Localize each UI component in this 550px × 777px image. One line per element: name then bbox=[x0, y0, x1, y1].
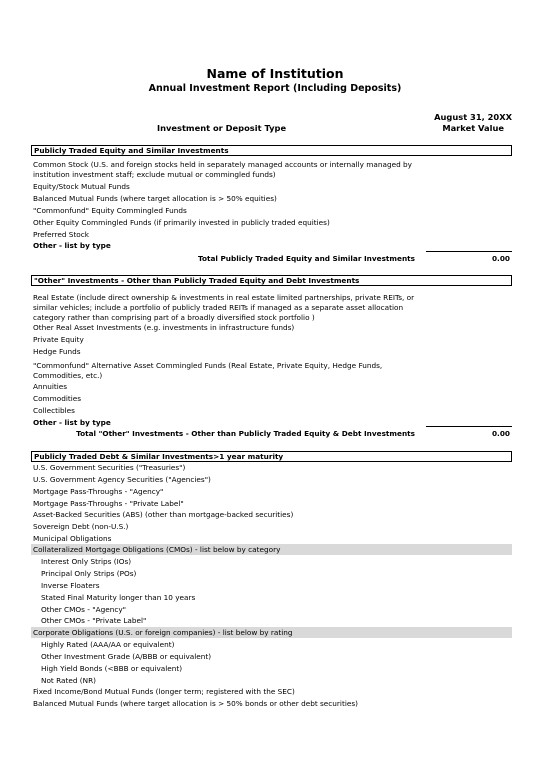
list-item: Mortgage Pass-Throughs - "Agency" bbox=[33, 487, 164, 496]
list-item: Other - list by type bbox=[33, 418, 111, 427]
list-item: Real Estate (include direct ownership & investments in real estate limited partnerships, private REITs, or similar vehicles; include a portfolio of publicly traded REITs if managed as a separate asset allocation category rather than comprising part of a broadly diversified stock portfolio ) bbox=[33, 293, 415, 322]
list-item: Other CMOs - "Agency" bbox=[41, 605, 127, 614]
list-item: Commodities bbox=[33, 394, 82, 403]
list-item: Balanced Mutual Funds (where target allocation is > 50% equities) bbox=[33, 194, 277, 203]
report-subtitle: Annual Investment Report (Including Deposits) bbox=[148, 83, 402, 94]
list-item: "Commonfund" Alternative Asset Commingled Funds (Real Estate, Private Equity, Hedge Funds, Commodities, etc.) bbox=[33, 361, 383, 380]
list-item: Highly Rated (AAA/AA or equivalent) bbox=[41, 640, 175, 649]
section-title: Publicly Traded Debt & Similar Investments>1 year maturity bbox=[34, 452, 284, 461]
section-header-public-equity bbox=[31, 145, 512, 156]
list-item: Other - list by type bbox=[33, 241, 111, 250]
section-header-public-debt bbox=[31, 451, 512, 462]
list-item: Asset-Backed Securities (ABS) (other than mortgage-backed securities) bbox=[33, 510, 294, 519]
list-item: Hedge Funds bbox=[33, 347, 81, 356]
list-item: Annuities bbox=[33, 382, 68, 391]
list-item: Not Rated (NR) bbox=[41, 676, 97, 685]
list-item: Other Investment Grade (A/BBB or equivalent) bbox=[41, 652, 212, 661]
section-title: "Other" Investments - Other than Publicly Traded Equity and Debt Investments bbox=[34, 276, 360, 285]
column-header-market-value: Market Value bbox=[442, 123, 504, 133]
list-item: Inverse Floaters bbox=[41, 581, 100, 590]
list-item: Sovereign Debt (non-U.S.) bbox=[33, 522, 129, 531]
list-item: U.S. Government Securities ("Treasuries") bbox=[33, 463, 186, 472]
section-title: Publicly Traded Equity and Similar Investments bbox=[34, 146, 229, 155]
list-item: Common Stock (U.S. and foreign stocks held in separately managed accounts or internally managed by institution investment staff; exclude mutual or commingled funds) bbox=[33, 160, 413, 179]
list-item: Mortgage Pass-Throughs - "Private Label" bbox=[33, 499, 184, 508]
section-header-other-investments bbox=[31, 275, 512, 286]
institution-name: Name of Institution bbox=[206, 66, 344, 81]
category-header: Corporate Obligations (U.S. or foreign companies) - list below by rating bbox=[33, 628, 293, 637]
list-item: Other Real Asset Investments (e.g. investments in infrastructure funds) bbox=[33, 323, 295, 332]
list-item: Preferred Stock bbox=[33, 230, 90, 239]
list-item: Equity/Stock Mutual Funds bbox=[33, 182, 130, 191]
list-item: Municipal Obligations bbox=[33, 534, 112, 543]
list-item: High Yield Bonds (<BBB or equivalent) bbox=[41, 664, 183, 673]
total-label: Total "Other" Investments - Other than Publicly Traded Equity & Debt Investments bbox=[76, 429, 415, 438]
date-header: August 31, 20XX bbox=[434, 112, 512, 122]
list-item: Other CMOs - "Private Label" bbox=[41, 616, 147, 625]
list-item: "Commonfund" Equity Commingled Funds bbox=[33, 206, 187, 215]
column-header-type: Investment or Deposit Type bbox=[157, 123, 287, 133]
total-label: Total Publicly Traded Equity and Similar Investments bbox=[197, 254, 415, 263]
list-item: Interest Only Strips (IOs) bbox=[41, 557, 132, 566]
list-item: Principal Only Strips (POs) bbox=[41, 569, 137, 578]
category-header: Collateralized Mortgage Obligations (CMOs) - list below by category bbox=[33, 545, 281, 554]
list-item: Private Equity bbox=[33, 335, 84, 344]
list-item: Other Equity Commingled Funds (if primarily invested in publicly traded equities) bbox=[33, 218, 330, 227]
list-item: Stated Final Maturity longer than 10 years bbox=[41, 593, 196, 602]
list-item: Collectibles bbox=[33, 406, 75, 415]
list-item: U.S. Government Agency Securities ("Agencies") bbox=[33, 475, 211, 484]
list-item: Balanced Mutual Funds (where target allocation is > 50% bonds or other debt securities) bbox=[33, 699, 358, 708]
total-rule bbox=[426, 426, 512, 427]
list-item: Fixed Income/Bond Mutual Funds (longer term; registered with the SEC) bbox=[33, 687, 295, 696]
total-value: 0.00 bbox=[491, 254, 510, 263]
total-rule bbox=[426, 251, 512, 252]
total-value: 0.00 bbox=[491, 429, 510, 438]
